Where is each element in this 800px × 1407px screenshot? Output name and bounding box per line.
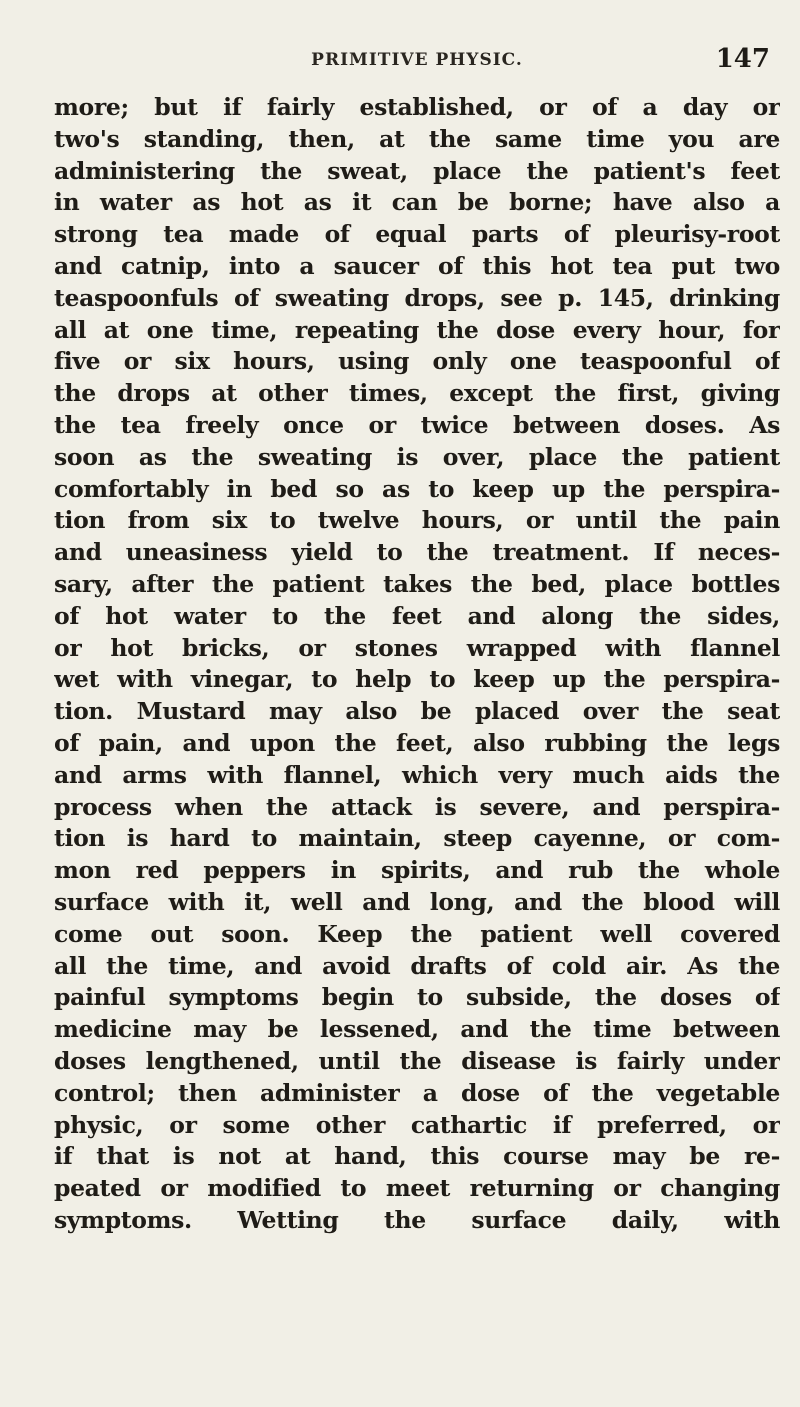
text-line: surface with it, well and long, and the blood will <box>54 887 780 916</box>
text-line: the drops at other times, except the first, giving <box>54 379 780 408</box>
text-line: tion is hard to maintain, steep cayenne, or com- <box>54 824 780 853</box>
text-line: or hot bricks, or stones wrapped with flannel <box>54 633 780 662</box>
text-line: medicine may be lessened, and the time between <box>54 1015 780 1044</box>
text-line: wet with vinegar, to help to keep up the perspira- <box>54 665 780 694</box>
text-line: and catnip, into a saucer of this hot tea put two <box>54 251 780 280</box>
text-line: soon as the sweating is over, place the patient <box>54 442 780 471</box>
text-line: doses lengthened, until the disease is fairly under <box>54 1046 780 1075</box>
text-line: all at one time, repeating the dose every hour, for <box>54 315 780 344</box>
text-line: peated or modified to meet returning or changing <box>54 1174 780 1203</box>
page-number: 147 <box>715 44 770 74</box>
text-line: the tea freely once or twice between doses. As <box>54 410 780 439</box>
text-line: sary, after the patient takes the bed, place bottles <box>54 569 780 598</box>
text-line: five or six hours, using only one teaspoonful of <box>54 347 780 376</box>
text-line: comfortably in bed so as to keep up the perspira- <box>54 474 780 503</box>
text-line: tion from six to twelve hours, or until the pain <box>54 506 780 535</box>
text-line: painful symptoms begin to subside, the doses of <box>54 983 780 1012</box>
text-line: all the time, and avoid drafts of cold air. As the <box>54 951 780 980</box>
text-line: teaspoonfuls of sweating drops, see p. 145, drinking <box>54 283 780 312</box>
running-head <box>54 44 780 84</box>
text-line: process when the attack is severe, and perspira- <box>54 792 780 821</box>
text-line: more; but if fairly established, or of a day or <box>54 93 780 121</box>
text-line: symptoms. Wetting the surface daily, with <box>54 1205 780 1234</box>
text-line: of pain, and upon the feet, also rubbing the legs <box>54 728 780 757</box>
text-line: tion. Mustard may also be placed over the seat <box>54 697 780 726</box>
text-line: and arms with flannel, which very much aids the <box>54 760 780 789</box>
text-line: in water as hot as it can be borne; have also a <box>54 188 780 217</box>
text-line: of hot water to the feet and along the sides, <box>54 601 780 630</box>
text-line: mon red peppers in spirits, and rub the whole <box>54 856 780 885</box>
text-line: administering the sweat, place the patient's feet <box>54 156 780 185</box>
text-line: come out soon. Keep the patient well covered <box>54 919 780 948</box>
text-line: and uneasiness yield to the treatment. If neces- <box>54 538 780 567</box>
text-line: strong tea made of equal parts of pleurisy-root <box>54 220 780 249</box>
text-line: two's standing, then, at the same time you are <box>54 124 780 153</box>
body-text <box>54 92 780 1237</box>
running-title: PRIMITIVE PHYSIC. <box>311 50 523 70</box>
text-line: control; then administer a dose of the vegetable <box>54 1078 780 1107</box>
text-line: if that is not at hand, this course may be re- <box>54 1142 780 1171</box>
text-line: physic, or some other cathartic if preferred, or <box>54 1110 780 1139</box>
